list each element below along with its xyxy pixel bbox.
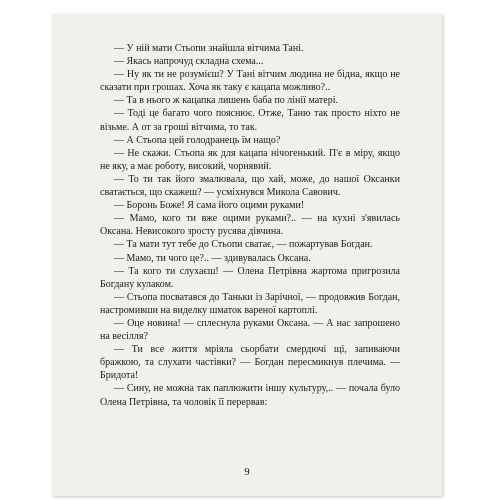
paragraph: — Мамо, кого ти вже оцими руками?.. — на кухні з'явилась Оксана. Невисокого зросту русява дівчина. <box>100 213 400 238</box>
paragraph: — Оце новина! — сплеснула руками Оксана. — А нас запрошено на весілля? <box>100 317 400 343</box>
paragraph: — Мамо, ти чого це?.. — здивувалась Оксана. <box>114 252 311 264</box>
paragraph: — У ній мати Стьопи знайшла вітчима Тані. <box>114 43 304 54</box>
paragraph: — Стьопа посватався до Таньки із Зарічної, — продовжив Богдан, настромивши на виделку шматок вареної картоплі. <box>100 291 400 316</box>
paragraph: — Сину, не можна так паплюжити іншу культуру,.. — почала було Олена Петрівна, та чоловік її перервав: <box>100 383 400 408</box>
paragraph: — Боронь Боже! Я сама його оцими руками! <box>114 200 305 212</box>
paragraph: — Та кого ти слухаєш! — Олена Петрівна жартома пригрозила Богдану кулаком. <box>100 265 400 290</box>
paragraph: — Тоді це багато чого пояснює. Отже, Таню так просто ніхто не візьме. А от за гроші вітчима, то так. <box>100 108 400 133</box>
paragraph: — Та мати тут тебе до Стьопи сватає, — пожартував Богдан. <box>114 239 373 251</box>
paragraph: — А Стьопа цей голодранець їм нащо? <box>114 134 281 146</box>
book-page <box>52 14 442 496</box>
paragraph: — Не скажи. Стьопа як для кацапа нічогенький. П'є в міру, якщо не яку, а має роботу, високий, чорнявий. <box>100 147 400 172</box>
page-number: 9 <box>244 466 250 478</box>
paragraph: — Якась напрочуд складна схема... <box>114 56 264 68</box>
page-text <box>100 42 400 409</box>
paragraph: — Та в нього ж кацапка лишень баба по лінії матері. <box>114 95 338 107</box>
paragraph: — Ну як ти не розумієш? У Тані вітчим людина не бідна, якщо не сказати при грошах. Хоча як таку є кацапа можливо?.. <box>100 69 400 94</box>
paragraph: — Ти все життя мріяла сьорбати смердючі щі, запиваючи бражкою, та слухати частівки? — Богдан пересмикнув плечима. — Бридота! <box>100 344 400 382</box>
paragraph: — То ти так його змалювала, що хай, може, до нашої Оксанки сватається, що скажеш? — усміхнувся Микола Савович. <box>100 173 400 199</box>
